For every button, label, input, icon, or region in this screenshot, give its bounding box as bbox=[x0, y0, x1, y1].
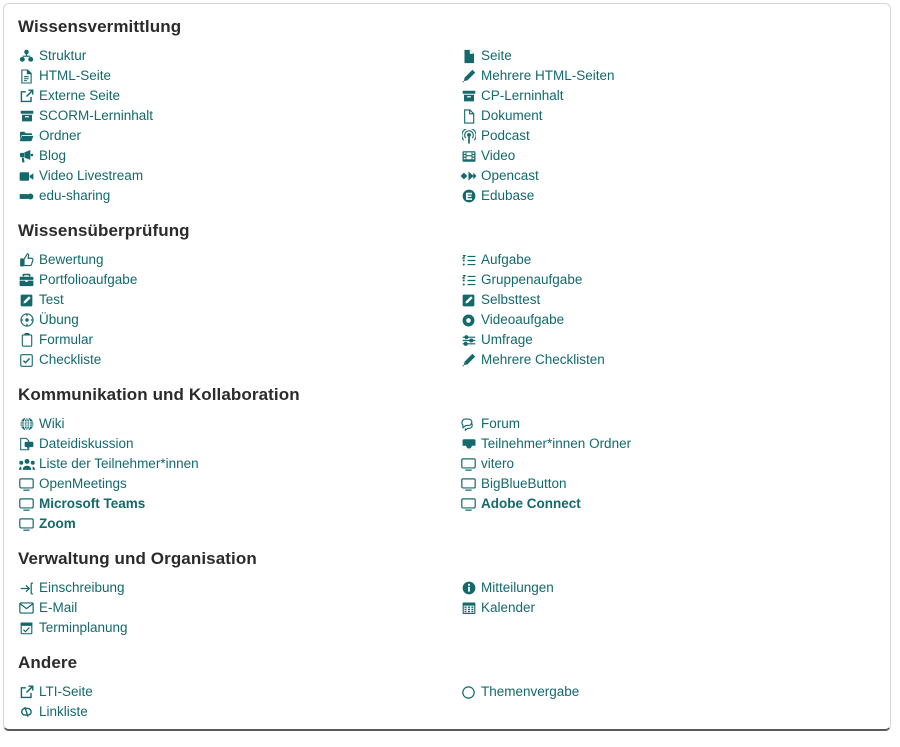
course-element-link[interactable] bbox=[460, 270, 876, 290]
course-element-label: BigBlueButton bbox=[481, 476, 567, 491]
course-element-link[interactable] bbox=[460, 66, 876, 86]
column-left bbox=[18, 578, 447, 638]
course-element-link[interactable] bbox=[460, 682, 876, 702]
course-element-link[interactable] bbox=[18, 598, 447, 618]
course-element-link[interactable] bbox=[18, 106, 447, 126]
course-element-link[interactable] bbox=[18, 146, 447, 166]
course-element-label: Einschreibung bbox=[39, 580, 125, 595]
column-left bbox=[18, 414, 447, 534]
course-element-link[interactable] bbox=[18, 702, 447, 722]
section-title: Wissensüberprüfung bbox=[18, 221, 190, 240]
course-element-label: Test bbox=[39, 292, 64, 307]
course-element-link[interactable] bbox=[460, 598, 876, 618]
course-element-label: Mehrere Checklisten bbox=[481, 352, 605, 367]
section-spacer bbox=[18, 206, 876, 220]
structure-icon bbox=[18, 48, 35, 64]
comment-file-icon bbox=[18, 436, 35, 452]
course-element-label: CP-Lerninhalt bbox=[481, 88, 564, 103]
course-element-label: Dokument bbox=[481, 108, 543, 123]
external-link-icon bbox=[18, 88, 35, 104]
course-element-label: Übung bbox=[39, 312, 79, 327]
course-element-link[interactable] bbox=[460, 166, 876, 186]
course-element-link[interactable] bbox=[18, 310, 447, 330]
section-columns bbox=[18, 578, 876, 638]
course-element-link[interactable] bbox=[18, 250, 447, 270]
inbox-icon bbox=[460, 436, 477, 452]
course-element-label: Checkliste bbox=[39, 352, 102, 367]
course-element-label: Gruppenaufgabe bbox=[481, 272, 583, 287]
column-right bbox=[447, 250, 876, 370]
course-element-link[interactable] bbox=[18, 434, 447, 454]
course-element-link[interactable] bbox=[460, 330, 876, 350]
course-element-link[interactable] bbox=[18, 350, 447, 370]
course-element-label: Themenvergabe bbox=[481, 684, 580, 699]
course-element-link[interactable] bbox=[18, 66, 447, 86]
course-element-label: Formular bbox=[39, 332, 94, 347]
course-element-label: Aufgabe bbox=[481, 252, 532, 267]
course-element-link[interactable] bbox=[18, 618, 447, 638]
course-element-link[interactable] bbox=[460, 350, 876, 370]
monitor-icon bbox=[18, 516, 35, 532]
section bbox=[18, 220, 876, 370]
course-element-label: Mehrere HTML-Seiten bbox=[481, 68, 615, 83]
course-element-link[interactable] bbox=[18, 86, 447, 106]
course-element-link[interactable] bbox=[18, 166, 447, 186]
column-left bbox=[18, 682, 447, 722]
section-spacer bbox=[18, 638, 876, 652]
course-element-label: Dateidiskussion bbox=[39, 436, 134, 451]
course-element-label: Terminplanung bbox=[39, 620, 128, 635]
monitor-icon bbox=[460, 496, 477, 512]
course-element-label: Teilnehmer*innen Ordner bbox=[481, 436, 632, 451]
course-element-label: Videoaufgabe bbox=[481, 312, 565, 327]
monitor-icon bbox=[18, 496, 35, 512]
course-element-label: OpenMeetings bbox=[39, 476, 127, 491]
course-element-link[interactable] bbox=[18, 494, 447, 514]
section-title: Kommunikation und Kollaboration bbox=[18, 385, 300, 404]
thumbs-up-icon bbox=[18, 252, 35, 268]
course-element-label: E-Mail bbox=[39, 600, 78, 615]
sliders-icon bbox=[460, 332, 477, 348]
pencil-icon bbox=[460, 68, 477, 84]
course-element-label: vitero bbox=[481, 456, 515, 471]
calendar-check-icon bbox=[18, 620, 35, 636]
pencil-icon bbox=[460, 352, 477, 368]
course-element-link[interactable] bbox=[460, 578, 876, 598]
course-element-link[interactable] bbox=[18, 186, 447, 206]
course-element-link[interactable] bbox=[18, 330, 447, 350]
section bbox=[18, 384, 876, 534]
section bbox=[18, 548, 876, 638]
course-element-label: Bewertung bbox=[39, 252, 104, 267]
section-columns bbox=[18, 250, 876, 370]
course-element-link[interactable] bbox=[18, 126, 447, 146]
course-element-label: Opencast bbox=[481, 168, 539, 183]
column-left bbox=[18, 46, 447, 206]
section-spacer bbox=[18, 370, 876, 384]
users-icon bbox=[18, 456, 35, 472]
column-right bbox=[447, 414, 876, 534]
course-element-link[interactable] bbox=[460, 454, 876, 474]
section-title: Andere bbox=[18, 653, 78, 672]
link-icon bbox=[18, 704, 35, 720]
archive-icon bbox=[18, 108, 35, 124]
page-icon bbox=[460, 48, 477, 64]
section bbox=[18, 16, 876, 206]
course-element-label: Forum bbox=[481, 416, 521, 431]
archive-icon bbox=[460, 88, 477, 104]
course-element-link[interactable] bbox=[18, 414, 447, 434]
video-camera-icon bbox=[18, 168, 35, 184]
section-title: Wissensvermittlung bbox=[18, 17, 182, 36]
file-code-icon bbox=[18, 68, 35, 84]
course-element-link[interactable] bbox=[460, 494, 876, 514]
course-element-label: Blog bbox=[39, 148, 67, 163]
section-spacer bbox=[18, 534, 876, 548]
calendar-icon bbox=[460, 600, 477, 616]
course-element-label: Portfolioaufgabe bbox=[39, 272, 138, 287]
task-list-icon bbox=[460, 272, 477, 288]
course-element-label: HTML-Seite bbox=[39, 68, 112, 83]
section-columns bbox=[18, 46, 876, 206]
course-element-link[interactable] bbox=[460, 474, 876, 494]
briefcase-icon bbox=[18, 272, 35, 288]
folder-open-icon bbox=[18, 128, 35, 144]
task-list-icon bbox=[460, 252, 477, 268]
course-element-label: Kalender bbox=[481, 600, 536, 615]
section-columns bbox=[18, 414, 876, 534]
course-element-label: Video Livestream bbox=[39, 168, 144, 183]
check-square-icon bbox=[18, 352, 35, 368]
pencil-square-icon bbox=[18, 292, 35, 308]
course-element-link[interactable] bbox=[18, 682, 447, 702]
course-element-link[interactable] bbox=[460, 434, 876, 454]
column-right bbox=[447, 578, 876, 638]
monitor-icon bbox=[18, 476, 35, 492]
course-element-link[interactable] bbox=[460, 106, 876, 126]
course-element-link[interactable] bbox=[460, 86, 876, 106]
course-element-link[interactable] bbox=[460, 126, 876, 146]
course-element-label: Linkliste bbox=[39, 704, 88, 719]
globe-icon bbox=[18, 416, 35, 432]
course-element-label: Wiki bbox=[39, 416, 65, 431]
course-element-label: Selbsttest bbox=[481, 292, 541, 307]
course-element-link[interactable] bbox=[18, 46, 447, 66]
clipboard-icon bbox=[18, 332, 35, 348]
course-element-link[interactable] bbox=[18, 514, 447, 534]
course-element-label: Edubase bbox=[481, 188, 535, 203]
course-element-label: edu-sharing bbox=[39, 188, 111, 203]
bullhorn-icon bbox=[18, 148, 35, 164]
course-element-label: Podcast bbox=[481, 128, 530, 143]
course-element-label: Microsoft Teams bbox=[39, 496, 146, 511]
document-icon bbox=[460, 108, 477, 124]
opencast-icon bbox=[460, 168, 477, 184]
course-element-link[interactable] bbox=[460, 290, 876, 310]
course-element-label: Ordner bbox=[39, 128, 82, 143]
course-element-picker-card bbox=[3, 3, 891, 731]
target-icon bbox=[18, 312, 35, 328]
film-icon bbox=[460, 148, 477, 164]
section bbox=[18, 652, 876, 722]
course-element-label: Mitteilungen bbox=[481, 580, 554, 595]
course-element-link[interactable] bbox=[460, 186, 876, 206]
sign-in-icon bbox=[18, 580, 35, 596]
share-icon bbox=[18, 188, 35, 204]
external-link-icon bbox=[18, 684, 35, 700]
edubase-icon bbox=[460, 188, 477, 204]
course-element-link[interactable] bbox=[460, 414, 876, 434]
column-right bbox=[447, 46, 876, 206]
course-element-link[interactable] bbox=[460, 310, 876, 330]
course-element-label: Video bbox=[481, 148, 516, 163]
circle-icon bbox=[460, 684, 477, 700]
course-element-link[interactable] bbox=[18, 474, 447, 494]
course-element-link[interactable] bbox=[18, 578, 447, 598]
course-element-link[interactable] bbox=[460, 46, 876, 66]
course-element-link[interactable] bbox=[18, 454, 447, 474]
info-circle-icon bbox=[460, 580, 477, 596]
course-element-label: LTI-Seite bbox=[39, 684, 93, 699]
column-right bbox=[447, 682, 876, 722]
course-element-label: Struktur bbox=[39, 48, 87, 63]
record-circle-icon bbox=[460, 312, 477, 328]
monitor-icon bbox=[460, 476, 477, 492]
course-element-link[interactable] bbox=[460, 146, 876, 166]
monitor-icon bbox=[460, 456, 477, 472]
section-title: Verwaltung und Organisation bbox=[18, 549, 257, 568]
course-element-link[interactable] bbox=[18, 270, 447, 290]
course-element-link[interactable] bbox=[460, 250, 876, 270]
podcast-icon bbox=[460, 128, 477, 144]
course-element-label: Umfrage bbox=[481, 332, 533, 347]
course-element-label: Seite bbox=[481, 48, 512, 63]
course-element-link[interactable] bbox=[18, 290, 447, 310]
pencil-square-icon bbox=[460, 292, 477, 308]
section-columns bbox=[18, 682, 876, 722]
course-element-label: Externe Seite bbox=[39, 88, 121, 103]
column-left bbox=[18, 250, 447, 370]
course-element-label: Liste der Teilnehmer*innen bbox=[39, 456, 199, 471]
course-element-label: SCORM-Lerninhalt bbox=[39, 108, 154, 123]
envelope-icon bbox=[18, 600, 35, 616]
course-element-label: Zoom bbox=[39, 516, 76, 531]
course-element-label: Adobe Connect bbox=[481, 496, 581, 511]
comments-icon bbox=[460, 416, 477, 432]
